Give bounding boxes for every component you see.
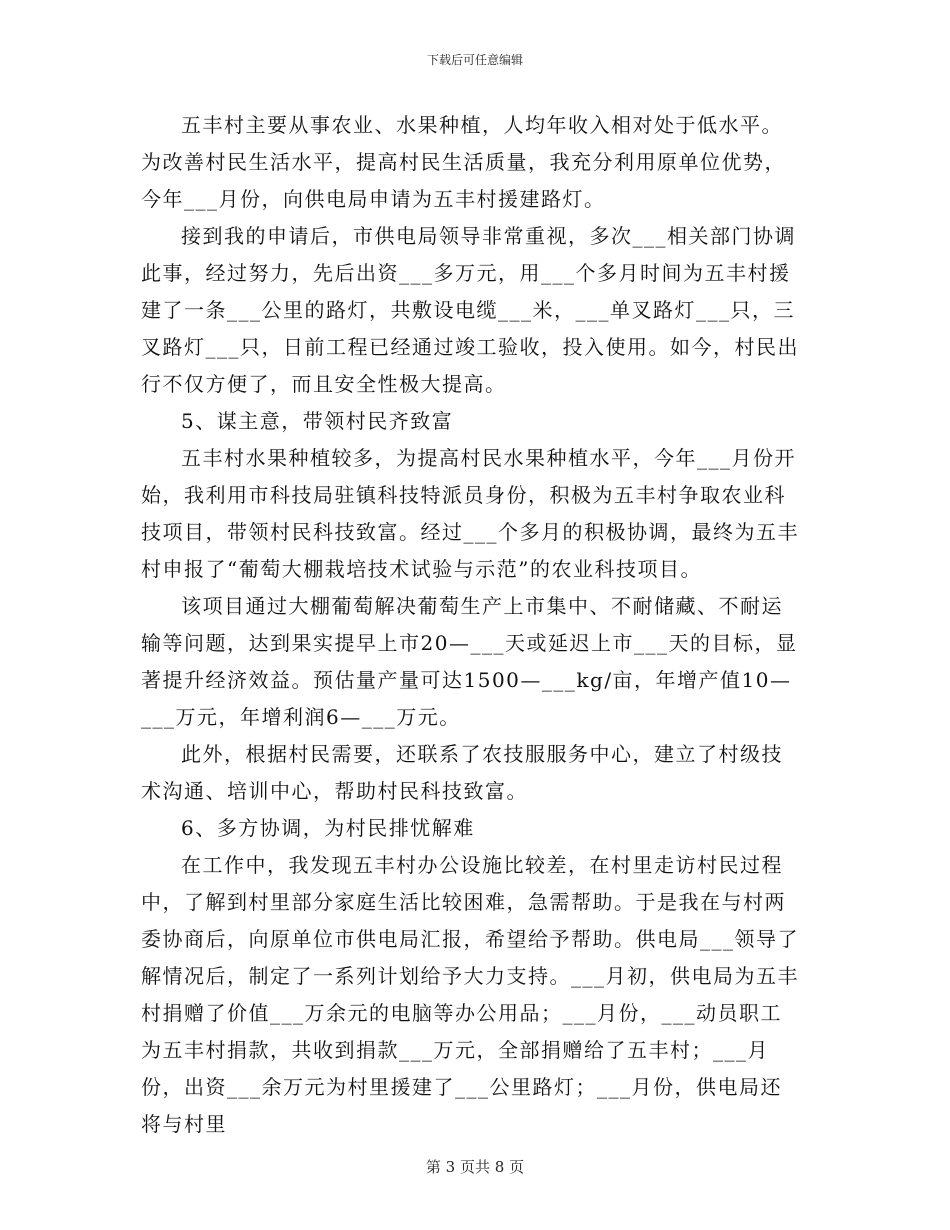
section-heading-6: 6、多方协调，为村民排忧解难 — [181, 816, 475, 840]
paragraph-grape-project: 该项目通过大棚葡萄解决葡萄生产上市集中、不耐储藏、不耐运输等问题，达到果实提早上市20—___天或延迟上市___天的目标，显著提升经济效益。预估量产量可达1500—___kg/亩，年增产值10—___万元，年增利润6—___万元。 — [141, 594, 798, 729]
paragraph-streetlight-intro: 五丰村主要从事农业、水果种植，人均年收入相对处于低水平。为改善村民生活水平，提高村民生活质量，我充分利用原单位优势，今年___月份，向供电局申请为五丰村援建路灯。 — [141, 113, 786, 211]
section-heading-5: 5、谋主意，带领村民齐致富 — [181, 409, 454, 433]
document-body — [141, 107, 801, 1143]
page-header: 下载后可任意编辑 — [426, 53, 523, 67]
paragraph-fruit-planting: 五丰村水果种植较多，为提高村民水果种植水平，今年___月份开始，我利用市科技局驻镇科技特派员身份，积极为五丰村争取农业科技项目，带领村民科技致富。经过___个多月的积极协调，最终为五丰村申报了“葡萄大棚栽培技术试验与示范”的农业科技项目。 — [141, 446, 799, 581]
paragraph-coordination: 在工作中，我发现五丰村办公设施比较差，在村里走访村民过程中，了解到村里部分家庭生活比较困难，急需帮助。于是我在与村两委协商后，向原单位市供电局汇报，希望给予帮助。供电局___领导了解情况后，制定了一系列计划给予大力支持。___月初，供电局为五丰村捐赠了价值___万余元的电脑等办公用品；___月份，___动员职工为五丰村捐款，共收到捐款___万元，全部捐赠给了五丰村；___月份，出资___余万元为村里援建了___公里路灯；___月份，供电局还将与村里 — [141, 853, 799, 1136]
paragraph-streetlight-project: 接到我的申请后，市供电局领导非常重视，多次___相关部门协调此事，经过努力，先后出资___多万元，用___个多月时间为五丰村援建了一条___公里的路灯，共敷设电缆___米，___单叉路灯___只，三叉路灯___只，日前工程已经通过竣工验收，投入使用。如今，村民出行不仅方便了，而且安全性极大提高。 — [141, 224, 799, 396]
paragraph-training-center: 此外，根据村民需要，还联系了农技服服务中心，建立了村级技术沟通、培训中心，帮助村民科技致富。 — [141, 742, 783, 803]
page-number: 第 3 页共 8 页 — [425, 1158, 525, 1176]
